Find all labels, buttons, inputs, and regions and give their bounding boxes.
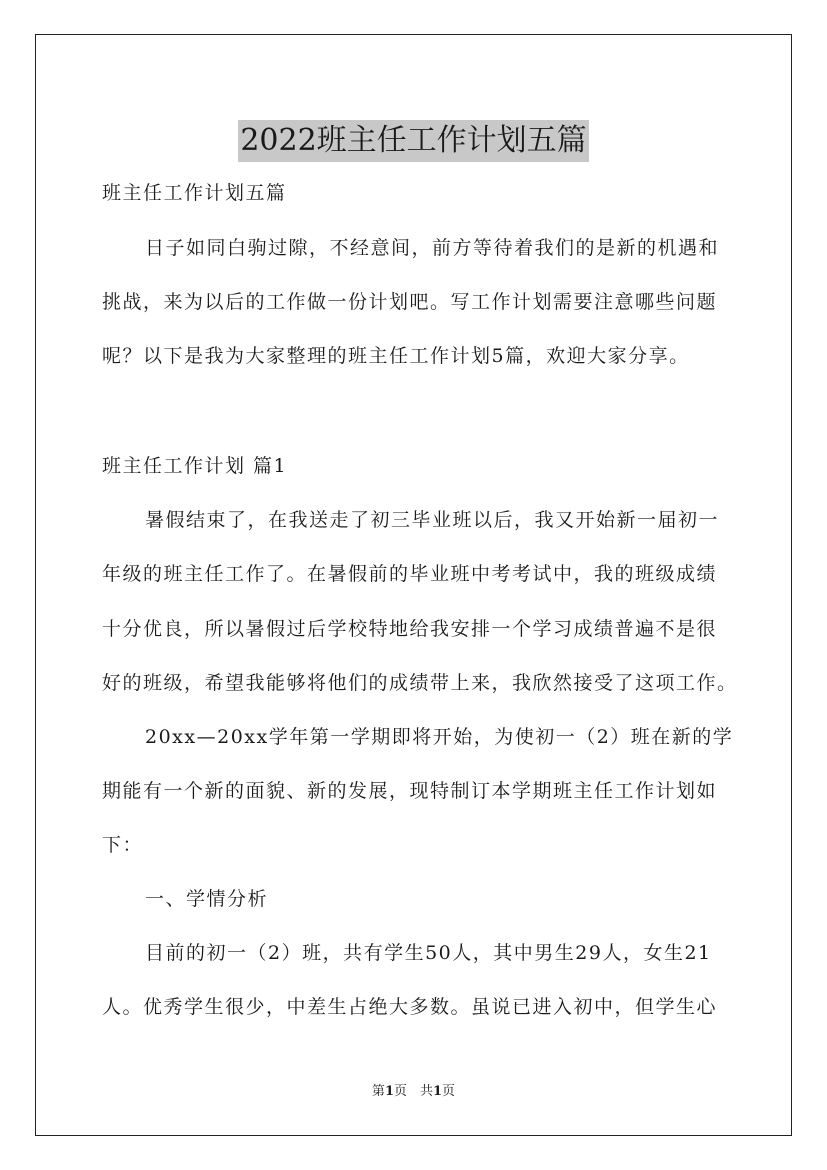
section-heading: 班主任工作计划 篇1 [102,455,288,477]
subsection-heading: 一、学情分析 [145,888,269,910]
footer-mid: 页 共 [393,1084,433,1099]
footer-suffix: 页 [442,1084,456,1099]
subtitle-line: 班主任工作计划五篇 [102,182,287,204]
paragraph-line: 呢？以下是我为大家整理的班主任工作计划5篇，欢迎大家分享。 [102,345,690,367]
title-container [0,100,827,182]
paragraph-line: 期能有一个新的面貌、新的发展，现特制订本学期班主任工作计划如 [102,780,718,802]
paragraph-line: 下： [102,834,144,856]
paragraph-line: 暑假结束了，在我送走了初三毕业班以后，我又开始新一届初一 [145,509,720,531]
paragraph-line: 日子如同白驹过隙，不经意间，前方等待着我们的是新的机遇和 [145,237,720,259]
footer-page-total: 1 [433,1084,443,1099]
page-footer [0,1083,827,1101]
paragraph-line: 20xx—20xx学年第一学期即将开始，为使初一（2）班在新的学 [145,726,734,748]
paragraph-line: 人。优秀学生很少，中差生占绝大多数。虽说已进入初中，但学生心 [102,996,718,1018]
footer-page-current: 1 [384,1084,394,1099]
paragraph-line: 挑战，来为以后的工作做一份计划吧。写工作计划需要注意哪些问题 [102,291,718,313]
paragraph-line: 年级的班主任工作了。在暑假前的毕业班中考考试中，我的班级成绩 [102,563,718,585]
footer-prefix: 第 [371,1084,385,1099]
document-title: 2022班主任工作计划五篇 [238,120,588,162]
paragraph-line: 十分优良，所以暑假过后学校特地给我安排一个学习成绩普遍不是很 [102,618,718,640]
paragraph-line: 好的班级，希望我能够将他们的成绩带上来，我欣然接受了这项工作。 [102,672,738,694]
paragraph-line: 目前的初一（2）班，共有学生50人，其中男生29人，女生21 [145,942,712,964]
